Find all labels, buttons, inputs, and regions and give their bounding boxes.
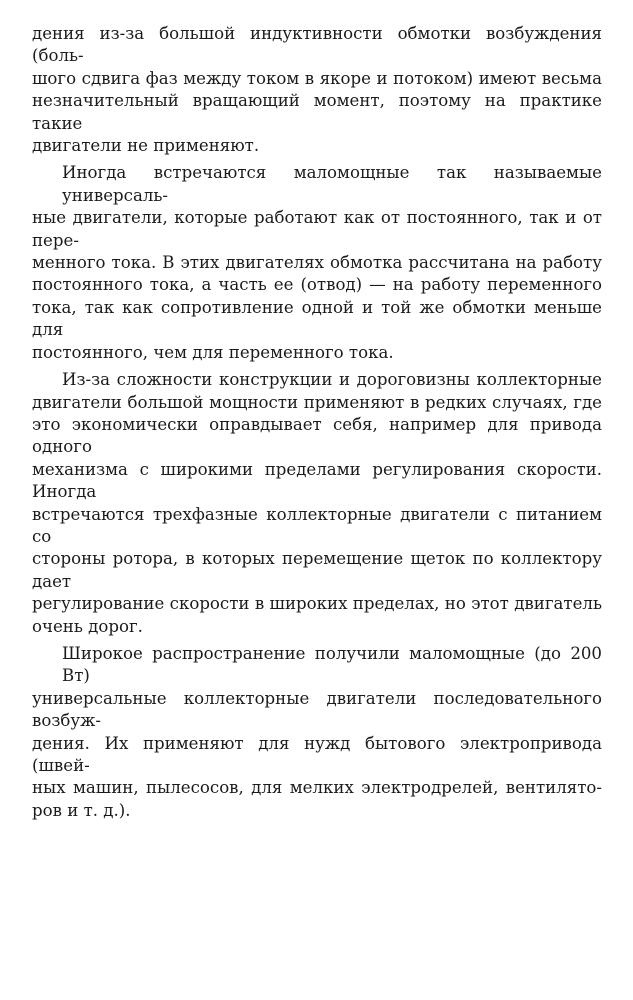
document-page [32, 23, 602, 827]
text-line: регулирование скорости в широких пределах, но этот двигатель [32, 594, 602, 614]
text-line: ные двигатели, которые работают как от постоянного, так и от пере- [32, 208, 602, 250]
text-line: Из-за сложности конструкции и дороговизны коллекторные [62, 370, 602, 390]
text-line: встречаются трехфазные коллекторные двигатели с питанием со [32, 504, 602, 546]
text-line: двигатели большой мощности применяют в редких случаях, где [32, 392, 602, 412]
text-line: Иногда встречаются маломощные так называемые универсаль- [62, 163, 602, 205]
text-line: двигатели не применяют. [32, 136, 260, 156]
text-line: Широкое распространение получили маломощные (до 200 Вт) [62, 643, 602, 686]
paragraph-low-power-universal [32, 643, 602, 822]
text-line: ных машин, пылесосов, для мелких электродрелей, вентилято- [32, 778, 602, 798]
text-line: дения. Их применяют для нужд бытового электропривода (швей- [32, 733, 602, 775]
text-line: постоянного, чем для переменного тока. [32, 342, 394, 362]
text-line: незначительный вращающий момент, поэтому на практике такие [32, 91, 602, 133]
text-line: универсальные коллекторные двигатели последовательного возбуж- [32, 688, 602, 731]
text-line: ров и т. д.). [32, 800, 131, 820]
text-line: механизма с широкими пределами регулирования скорости. Иногда [32, 459, 602, 502]
text-line: стороны ротора, в которых перемещение щеток по коллектору дает [32, 549, 602, 591]
text-line: менного тока. В этих двигателях обмотка рассчитана на работу [32, 253, 602, 273]
text-line: очень дорог. [32, 616, 143, 636]
text-line: дения из-за большой индуктивности обмотки возбуждения (боль- [32, 24, 602, 66]
text-line: это экономически оправдывает себя, например для привода одного [32, 414, 602, 457]
text-line: шого сдвига фаз между током в якоре и потоком) имеют весьма [32, 68, 602, 88]
paragraph-universal-motors [32, 162, 602, 364]
text-line: тока, так как сопротивление одной и той же обмотки меньше для [32, 297, 602, 340]
text-line: постоянного тока, а часть ее (отвод) — на работу переменного [32, 275, 602, 295]
paragraph-continuation [32, 23, 602, 157]
paragraph-high-power-collector [32, 369, 602, 638]
